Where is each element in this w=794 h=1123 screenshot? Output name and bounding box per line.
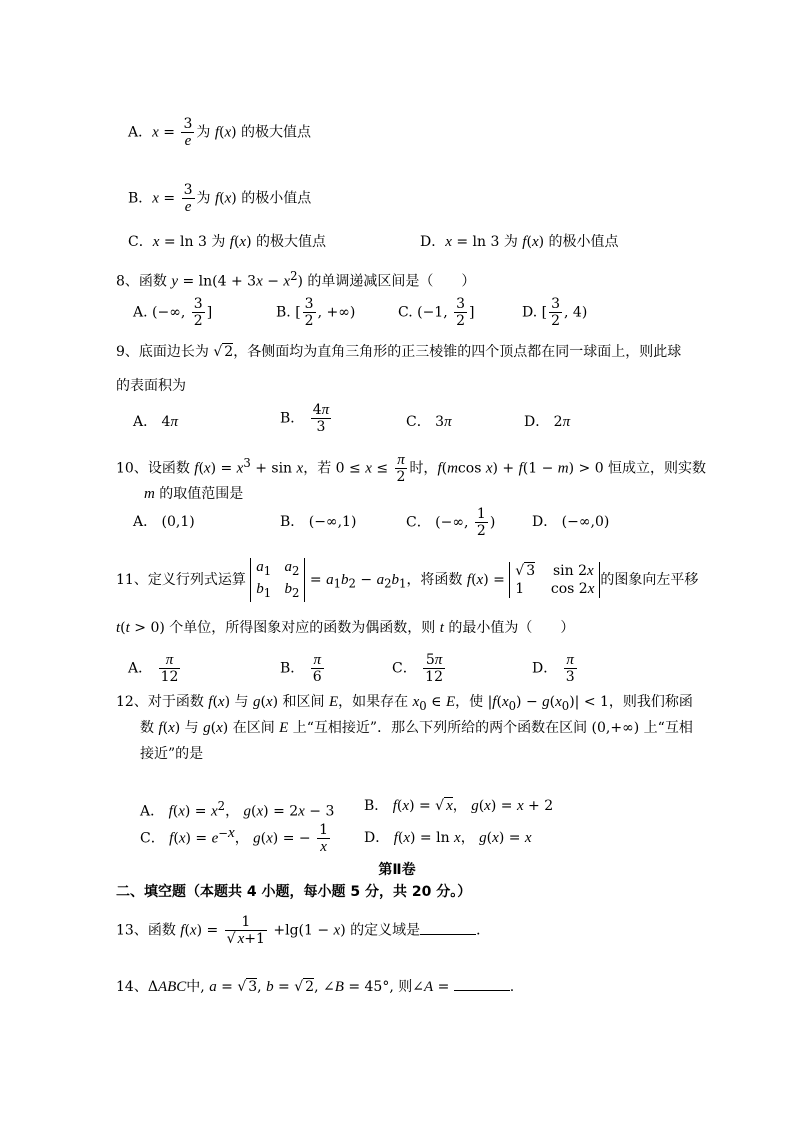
q7-option-b: B．x = $\frac{3}{e}$ 为 f(x) 的极小值点	[128, 182, 312, 215]
q8-option-b: B. [ $\frac{3}{2}$ , +∞)	[276, 296, 356, 329]
q8-stem: 8、函数 $y = \ln(4 + 3x - x^2)$ 的单调递减区间是（ ）	[116, 269, 476, 290]
q7-option-c: C．x = ln 3 为 f(x) 的极大值点	[128, 234, 327, 250]
q10-option-a: A． (0,1)	[133, 514, 195, 530]
q9-option-b: B． $\frac{4\pi}{3}$	[280, 402, 330, 435]
q9-option-c: C． 3π	[406, 414, 452, 430]
q7-option-d: D．x = ln 3 为 f(x) 的极小值点	[420, 234, 619, 250]
q7-option-a: A．x = $\frac{3}{e}$ 为 f(x) 的极大值点	[128, 116, 312, 149]
q10-stem-line1: 10、设函数 $f(x) = x^3 + \sin x$，若 0 ≤ x ≤ $\frac{\pi}{2}$ 时，f(mcos x) + f(1 − m) > 0 恒成立，则实数	[116, 452, 707, 485]
q11-stem-line1: 11、定义行列式运算 $a_1$ $a_2$ $b_1$ $b_2$ = $a_1b_2 - a_2b_1$，将函数 f(x) = √ 3 sin 2x 1 cos 2x 的图象向左平移	[116, 559, 699, 600]
q8-option-d: D. [ $\frac{3}{2}$ , 4)	[522, 296, 588, 329]
q8-option-c: C. (−1, $\frac{3}{2}$ ]	[398, 296, 475, 329]
q8-option-a: A. (−∞, $\frac{3}{2}$ ]	[133, 296, 213, 329]
q10-option-b: B． (−∞,1)	[280, 514, 357, 530]
q13: 13、函数 f(x) = $\frac{1}{√ x+1}$ +lg(1 − x) 的定义域是 ．	[116, 914, 491, 947]
section2-heading: 二、填空题（本题共 4 小题，每小题 5 分，共 20 分。）	[116, 884, 472, 900]
q12-stem-line3: 接近”的是	[140, 746, 204, 762]
q12-stem-line1: 12、对于函数 f(x) 与 g(x) 和区间 E，如果存在 $x_0$ ∈ E，使 $|f(x_0) - g(x_0)| < 1$，则我们称函	[116, 694, 693, 713]
determinant-function: √ 3 sin 2x 1 cos 2x	[509, 562, 600, 598]
q12-option-c: C． $f(x) = e^{-x}$， g(x) = − $\frac{1}{x}$	[140, 822, 328, 855]
q10-option-d: D． (−∞,0)	[532, 514, 610, 530]
q14: 14、ΔABC中, a = √ 3, b = √ 2, ∠B = 45°, 则∠A = .	[116, 976, 514, 997]
q12-option-b: B． f(x) = √ x， g(x) = x + 2	[364, 798, 554, 814]
q11-option-c: C． $\frac{5\pi}{12}$	[392, 652, 443, 685]
q9-stem-line2: 的表面积为	[116, 378, 186, 394]
part2-title: 第Ⅱ卷	[378, 862, 416, 878]
q11-option-a: A． $\frac{\pi}{12}$	[128, 652, 179, 685]
q12-option-d: D． f(x) = ln x， g(x) = x	[364, 830, 532, 846]
q11-stem-line2: t(t > 0) 个单位，所得图象对应的函数为偶函数，则 t 的最小值为（ ）	[116, 620, 575, 636]
q9-option-d: D． 2π	[524, 414, 571, 430]
q12-option-a: A． $f(x) = x^2$， g(x) = 2x − 3	[140, 799, 335, 820]
q11-option-d: D． $\frac{\pi}{3}$	[532, 652, 575, 685]
determinant-definition: $a_1$ $a_2$ $b_1$ $b_2$	[250, 558, 305, 602]
q12-stem-line2: 数 f(x) 与 g(x) 在区间 E 上“互相接近”．那么下列所给的两个函数在区间 (0,+∞) 上“互相	[140, 720, 693, 736]
q10-option-c: C． (−∞, $\frac{1}{2}$ )	[406, 506, 496, 539]
q9-stem-line1: 9、底面边长为 √ 2，各侧面均为直角三角形的正三棱锥的四个顶点都在同一球面上，则此球	[116, 344, 682, 360]
q10-stem-line2: m 的取值范围是	[144, 486, 244, 502]
q11-option-b: B． $\frac{\pi}{6}$	[280, 652, 322, 685]
q9-option-a: A． 4π	[133, 414, 178, 430]
